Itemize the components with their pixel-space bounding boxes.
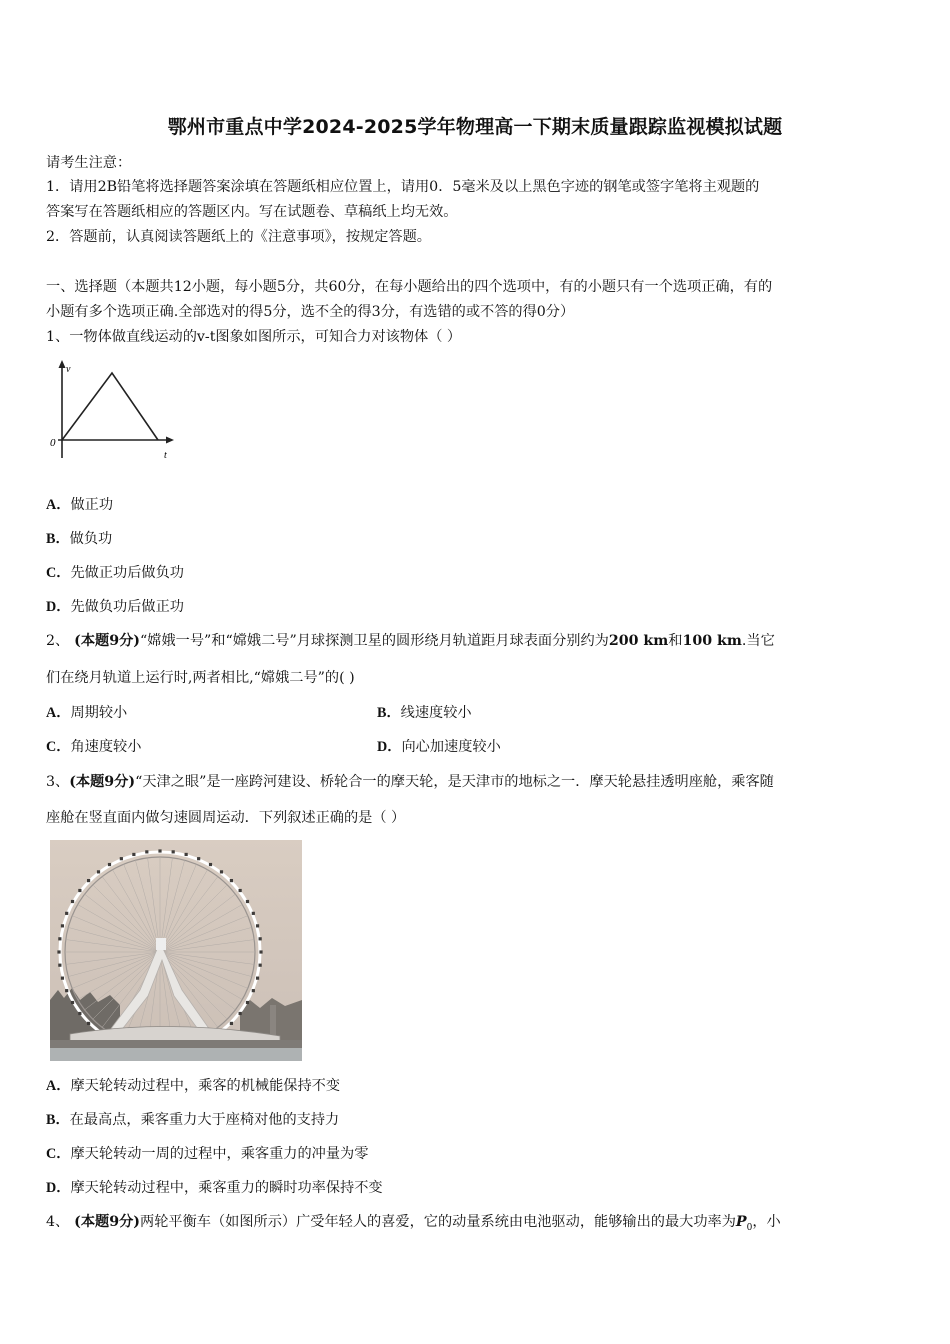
section-intro-line-1: 一、选择题（本题共12小题，每小题5分，共60分，在每小题给出的四个选项中，有的小题只有一个选项正确，有的 xyxy=(46,279,773,295)
wheel-cabin xyxy=(252,989,255,992)
wheel-cabin xyxy=(145,850,148,853)
wheel-cabin xyxy=(58,937,61,940)
wheel-cabin xyxy=(252,912,255,915)
origin-label: 0 xyxy=(50,437,56,449)
vt-graph xyxy=(48,358,178,463)
wheel-cabin xyxy=(239,889,242,892)
v-axis-arrow xyxy=(59,360,66,368)
wheel-cabin xyxy=(239,1012,242,1015)
v-label: v xyxy=(66,364,71,375)
wheel-cabin xyxy=(259,964,262,967)
wheel-cabin xyxy=(78,889,81,892)
exam-title: 鄂州市重点中学2024-2025学年物理高一下期末质量跟踪监视模拟试题 xyxy=(167,116,783,138)
ferris-wheel-photo xyxy=(50,840,302,1061)
wheel-cabin xyxy=(256,924,259,927)
q2-stem-line-1: 2、 (本题9分)“嫦娥一号”和“嫦娥二号”月球探测卫星的圆形绕月轨道距月球表面分别约为200 km和100 km.当它 xyxy=(46,633,775,649)
q1-option-a: A．做正功 xyxy=(46,497,114,513)
river xyxy=(50,1048,302,1061)
q1-option-d: D．先做负功后做正功 xyxy=(46,599,184,615)
q3-option-c: C．摩天轮转动一周的过程中，乘客重力的冲量为零 xyxy=(46,1146,369,1162)
wheel-cabin xyxy=(158,849,161,852)
q1-option-c: C．先做正功后做负功 xyxy=(46,565,184,581)
q2-stem-line-2: 们在绕月轨道上运行时,两者相比,“嫦娥二号”的( ) xyxy=(46,670,355,686)
wheel-cabin xyxy=(230,879,233,882)
wheel-cabin xyxy=(61,924,64,927)
q1-stem: 1、一物体做直线运动的v-t图象如图所示，可知合力对该物体（ ） xyxy=(46,329,462,345)
wheel-cabin xyxy=(209,863,212,866)
q3-stem-line-1: 3、(本题9分)“天津之眼”是一座跨河建设、桥轮合一的摩天轮，是天津市的地标之一．摩天轮悬挂透明座舱，乘客随 xyxy=(46,774,774,790)
wheel-cabin xyxy=(132,853,135,856)
wheel-cabin xyxy=(185,853,188,856)
vt-curve xyxy=(62,373,158,440)
notice-heading: 请考生注意： xyxy=(46,155,132,171)
bridge-base xyxy=(50,1040,302,1048)
wheel-cabin xyxy=(97,870,100,873)
t-axis-arrow xyxy=(166,437,174,444)
q3-option-a: A．摩天轮转动过程中，乘客的机械能保持不变 xyxy=(46,1078,341,1094)
wheel-cabin xyxy=(246,900,249,903)
wheel-cabin xyxy=(71,1001,74,1004)
q2-option-d: D．向心加速度较小 xyxy=(377,739,501,755)
wheel-cabin xyxy=(120,857,123,860)
section-intro-line-2: 小题有多个选项正确.全部选对的得5分，选不全的得3分，有选错的或不答的得0分） xyxy=(46,304,575,320)
q2-option-b: B．线速度较小 xyxy=(377,705,472,721)
wheel-cabin xyxy=(259,950,262,953)
q4-stem-line-1: 4、 (本题9分)两轮平衡车（如图所示）广受年轻人的喜爱，它的动量系统由电池驱动，能够输出的最大功率为$P_0$，小 xyxy=(46,1214,781,1233)
wheel-cabin xyxy=(259,937,262,940)
wheel-cabin xyxy=(256,977,259,980)
notice-line-3: 2．答题前，认真阅读答题纸上的《注意事项》，按规定答题。 xyxy=(46,229,431,245)
q1-option-b: B．做负功 xyxy=(46,531,113,547)
wheel-cabin xyxy=(108,863,111,866)
q3-stem-line-2: 座舱在竖直面内做匀速圆周运动．下列叙述正确的是（ ） xyxy=(46,810,406,826)
q3-option-b: B．在最高点，乘客重力大于座椅对他的支持力 xyxy=(46,1112,340,1128)
wheel-cabin xyxy=(172,850,175,853)
wheel-cabin xyxy=(61,977,64,980)
t-label: t xyxy=(164,450,167,461)
wheel-cabin xyxy=(58,964,61,967)
q2-option-c: C．角速度较小 xyxy=(46,739,142,755)
wheel-cabin xyxy=(87,1022,90,1025)
wheel-cabin xyxy=(65,989,68,992)
wheel-cabin xyxy=(246,1001,249,1004)
wheel-cabin xyxy=(197,857,200,860)
wheel-hub xyxy=(156,938,166,950)
wheel-cabin xyxy=(65,912,68,915)
wheel-cabin xyxy=(78,1012,81,1015)
notice-line-2: 答案写在答题纸相应的答题区内。写在试题卷、草稿纸上均无效。 xyxy=(46,204,458,220)
wheel-cabin xyxy=(57,950,60,953)
q3-option-d: D．摩天轮转动过程中，乘客重力的瞬时功率保持不变 xyxy=(46,1180,383,1196)
notice-line-1: 1．请用2B铅笔将选择题答案涂填在答题纸相应位置上，请用0．5毫米及以上黑色字迹的钢笔或签字笔将主观题的 xyxy=(46,179,760,195)
wheel-cabin xyxy=(71,900,74,903)
q2-option-a: A．周期较小 xyxy=(46,705,128,721)
wheel-cabin xyxy=(230,1022,233,1025)
wheel-cabin xyxy=(220,870,223,873)
wheel-cabin xyxy=(87,879,90,882)
